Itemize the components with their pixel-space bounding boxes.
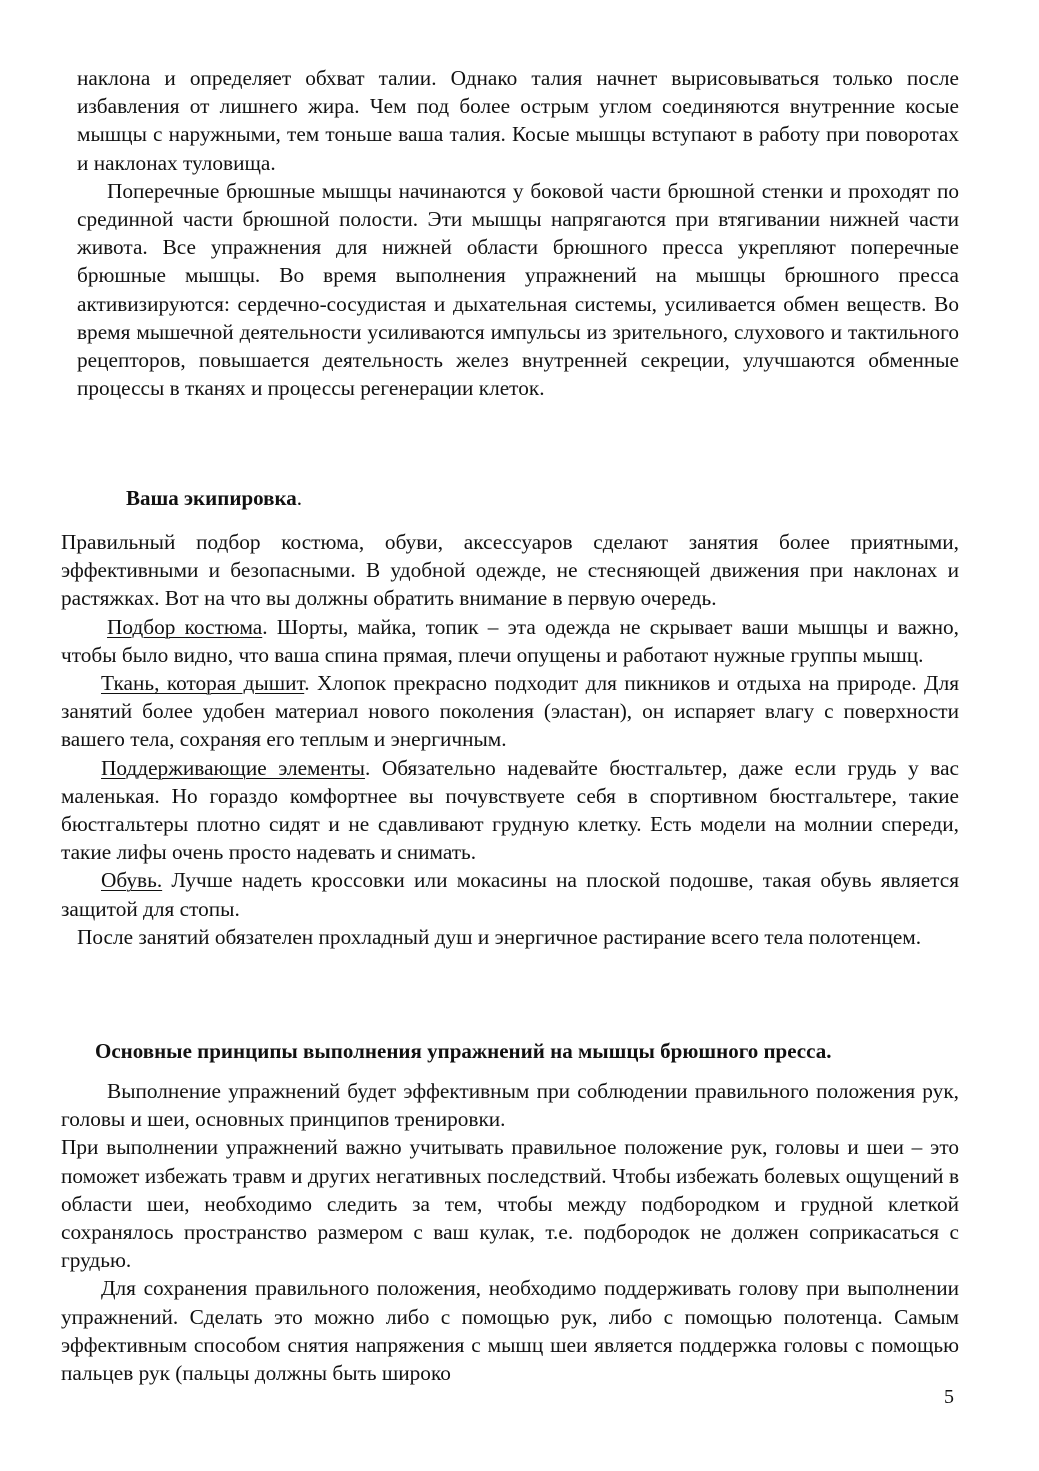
term-support: Поддерживающие элементы — [101, 755, 365, 780]
heading-equipment — [126, 484, 302, 512]
text-shoes: Лучше надеть кроссовки или мокасины на плоской подошве, такая обувь является защитой для стопы. — [61, 868, 959, 921]
paragraph-transverse: Поперечные брюшные мышцы начинаются у боковой части брюшной стенки и проходят по срединной части брюшной полости. Эти мышцы напрягаются при втягивании нижней части живота. Все упражнения для нижней области брюшного пресса укрепляют поперечные брюшные мышцы. Во время выполнения упражнений на мышцы брюшного пресса активизируются: сердечно-сосудистая и дыхательная системы, усиливается обмен веществ. Во время мышечной деятельности усиливаются импульсы из зрительного, слухового и тактильного рецепторов, повышается деятельность желез внутренней секреции, улучшаются обменные процессы в тканях и процессы регенерации клеток. — [77, 178, 959, 401]
term-shoes: Обувь. — [101, 868, 163, 893]
paragraph-equipment-intro: Правильный подбор костюма, обуви, аксессуаров сделают занятия более приятными, эффективными и безопасными. В удобной одежде, не стесняющей движения при наклонах и растяжках. Вот на что вы должны обратить внимание в первую очередь. — [61, 530, 959, 611]
paragraph-costume — [61, 613, 959, 669]
equipment-text-block — [61, 528, 959, 951]
term-costume: Подбор костюма — [107, 614, 263, 639]
paragraph-after-training: После занятий обязателен прохладный душ и энергичное растирание всего тела полотенцем. — [77, 924, 922, 949]
paragraph-shoes — [61, 866, 959, 922]
intro-text-block — [77, 64, 959, 402]
paragraph-principles-intro: Выполнение упражнений будет эффективным при соблюдении правильного положения рук, головы и шеи, основных принципов тренировки. — [61, 1079, 959, 1132]
text-fabric: . Хлопок прекрасно подходит для пикников и отдыха на природе. Для занятий более удобен материал нового поколения (эластан), он испаряет влагу с поверхности вашего тела, сохраняя его теплым и энергичным. — [61, 671, 960, 752]
paragraph-neck-position: При выполнении упражнений важно учитывать правильное положение рук, головы и шеи – это поможет избежать травм и других негативных последствий. Чтобы избежать болевых ощущений в области шеи, необходимо следить за тем, чтобы между подбородком и грудной клеткой сохранялось пространство размером с ваш кулак, т.е. подбородок не должен соприкасаться с грудью. — [61, 1135, 959, 1273]
paragraph-head-support: Для сохранения правильного положения, необходимо поддерживать голову при выполнении упражнений. Сделать это можно либо с помощью рук, либо с помощью полотенца. Самым эффективным способом снятия напряжения с мышц шеи является поддержка головы с помощью пальцев рук (пальцы должны быть широко — [61, 1276, 959, 1386]
text-costume: . Шорты, майка, топик – эта одежда не скрывает ваши мышцы и важно, чтобы было видно, что ваша спина прямая, плечи опущены и работают нужные группы мышц. — [61, 614, 960, 667]
heading-equipment-punct: . — [296, 486, 302, 510]
term-fabric: Ткань, которая дышит — [101, 671, 305, 696]
page-number: 5 — [944, 1386, 954, 1408]
paragraph-fabric — [61, 669, 959, 754]
principles-text-block — [61, 1077, 959, 1387]
heading-principles: Основные принципы выполнения упражнений на мышцы брюшного пресса. — [95, 1039, 832, 1063]
heading-equipment-text: Ваша экипировка — [126, 486, 297, 510]
text-support: . Обязательно надевайте бюстгальтер, даже если грудь у вас маленькая. Но гораздо комфортнее вы почувствуете себя в спортивном бюстгальтере, такие бюстгальтеры плотно сидят и не сдавливают грудную клетку. Есть модели на молнии спереди, такие лифы очень просто надевать и снимать. — [61, 755, 959, 865]
paragraph-obliques: наклона и определяет обхват талии. Однако талия начнет вырисовываться только после избавления от лишнего жира. Чем под более острым углом соединяются внутренние косые мышцы с наружными, тем тоньше ваша талия. Косые мышцы вступают в работу при поворотах и наклонах туловища. — [77, 66, 959, 175]
paragraph-support — [61, 754, 959, 867]
